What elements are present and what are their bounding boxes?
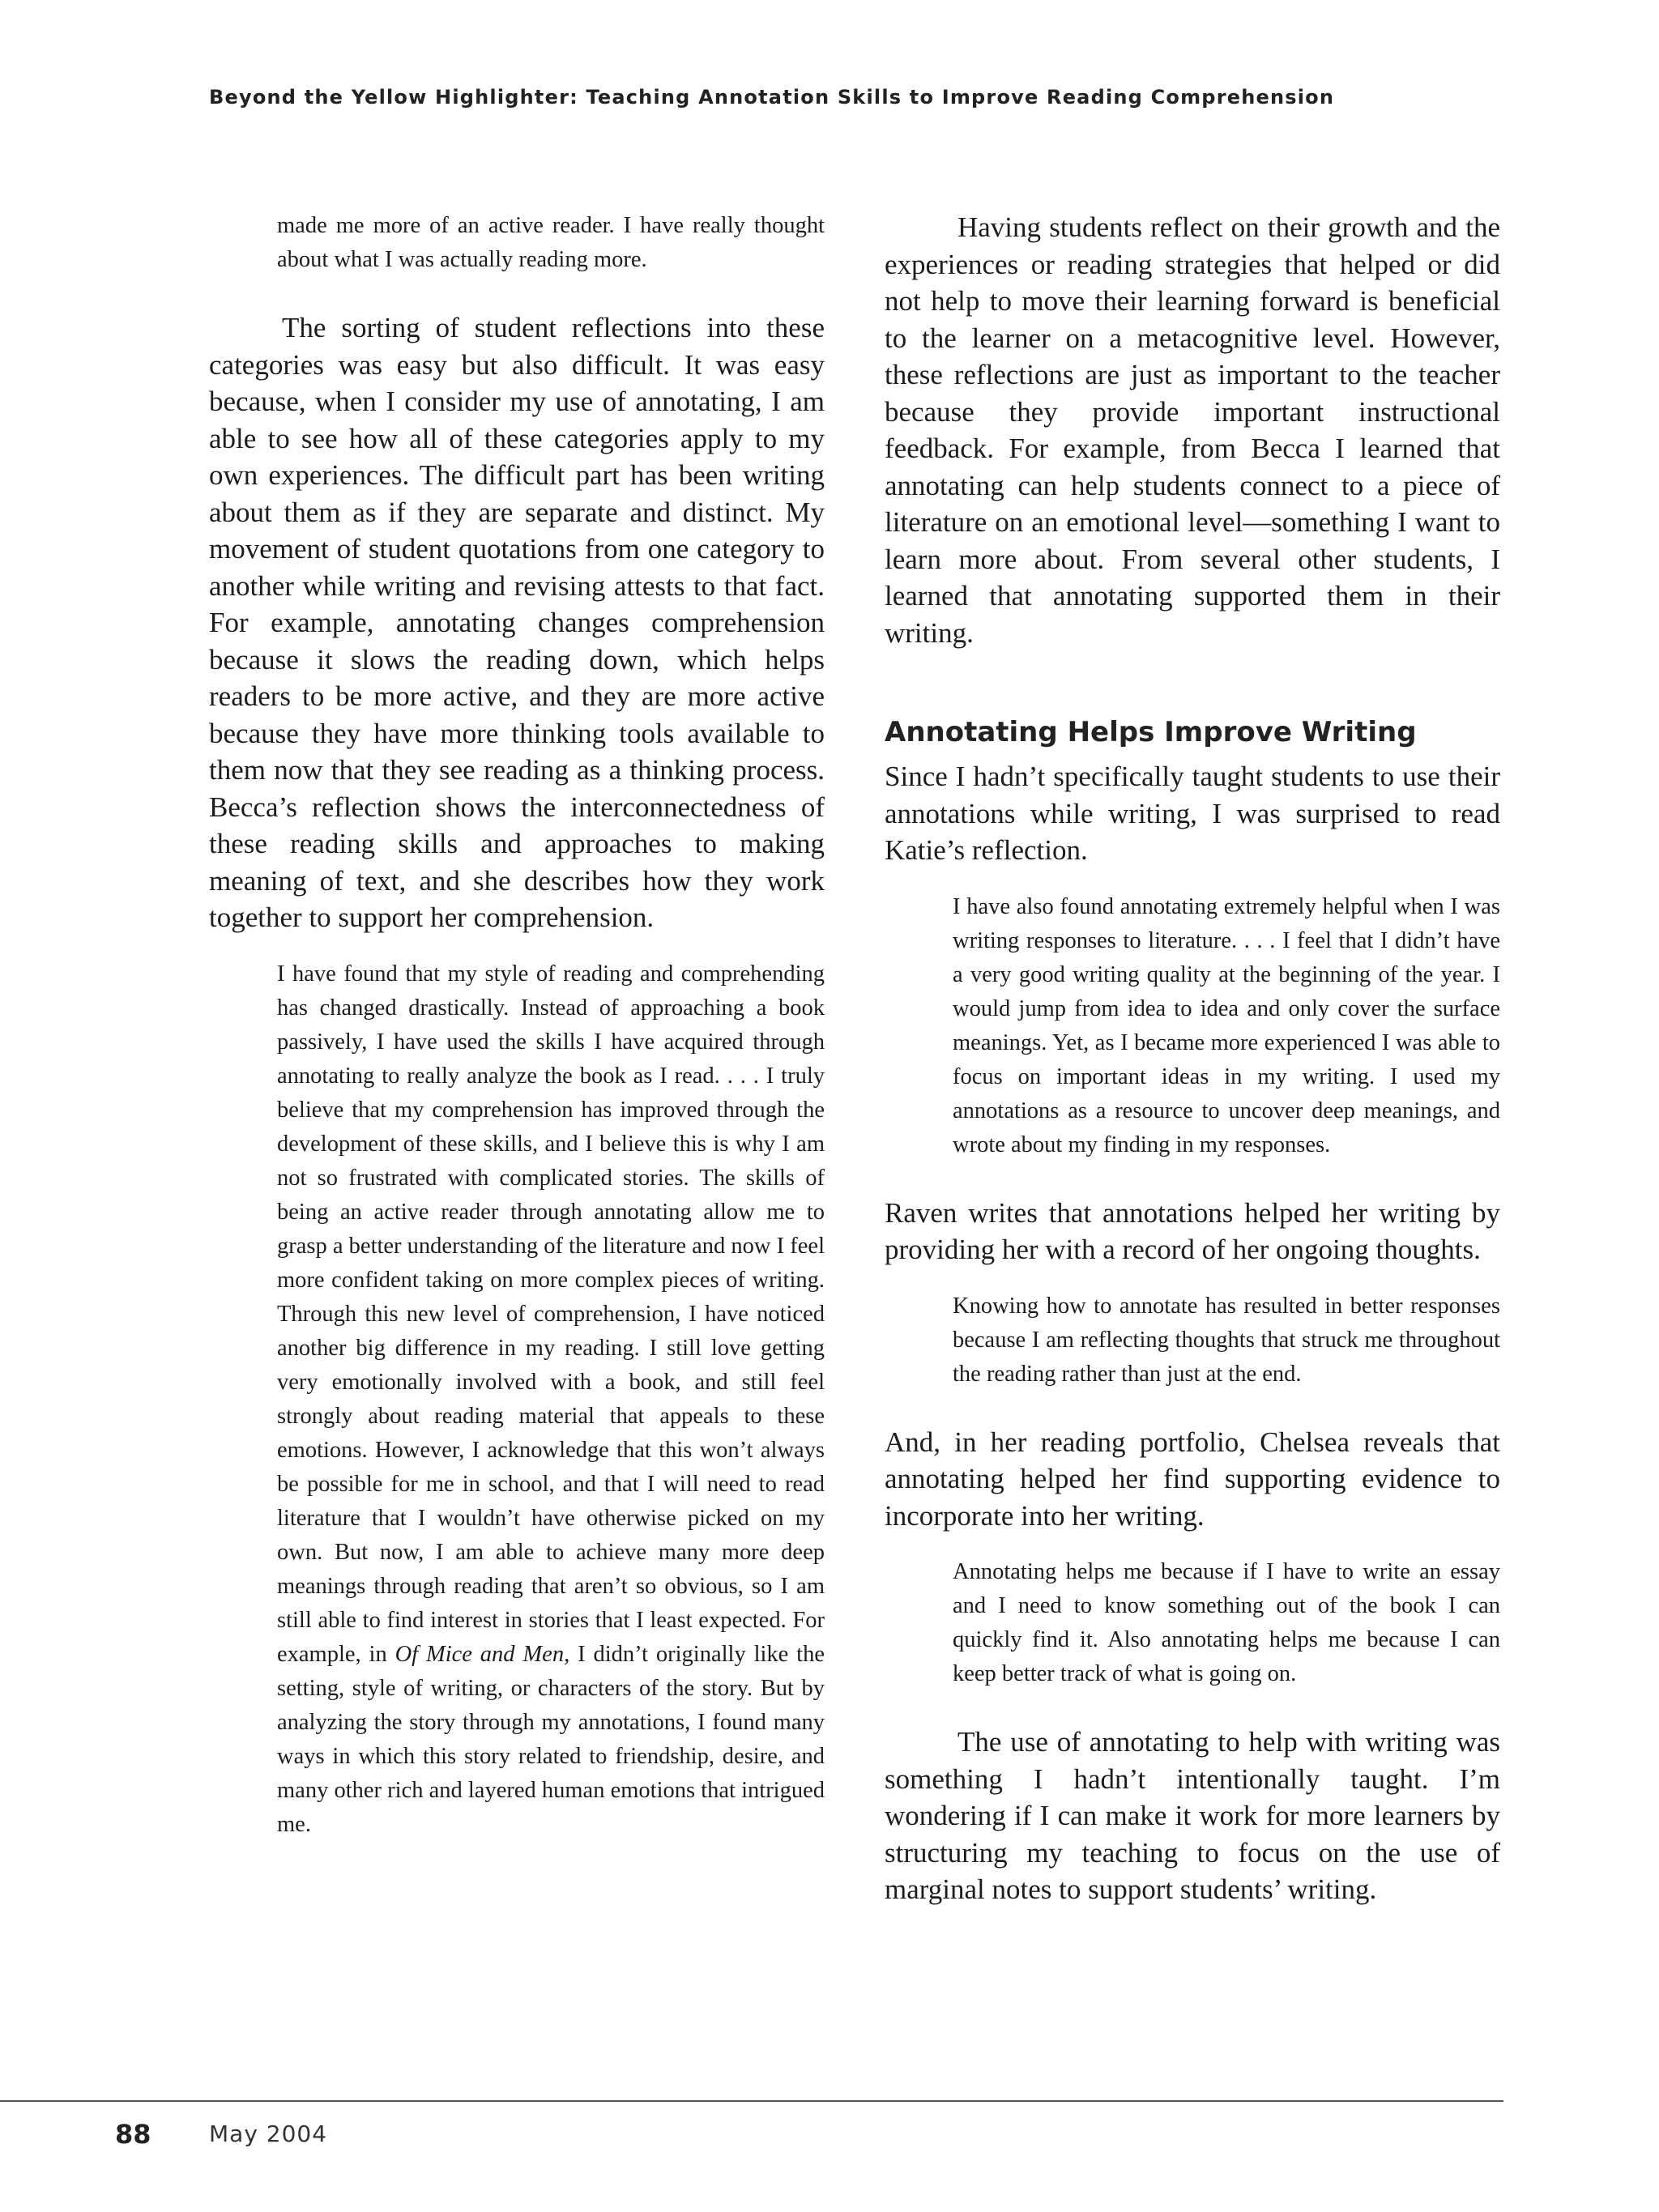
block-quote-chelsea: Annotating helps me because if I have to write an essay and I need to know something out of the book I can quickly find it. Also annotating helps me because I can keep better track of what is going on. — [953, 1559, 1500, 1686]
running-head: Beyond the Yellow Highlighter: Teaching Annotation Skills to Improve Reading Comprehension — [209, 86, 1335, 109]
block-quote-raven: Knowing how to annotate has resulted in better responses because I am reflecting thoughts that struck me throughout the reading rather than just at the end. — [953, 1293, 1500, 1387]
left-column — [209, 209, 825, 1842]
body-paragraph: The sorting of student reflections into these categories was easy but also difficult. It was easy because, when I consider my use of annotating, I am able to see how all of these categories apply to my own experiences. The difficult part has been writing about them as if they are separate and distinct. My movement of student quotations from one category to another while writing and revising attests to that fact. For example, annotating changes comprehension because it slows the reading down, which helps readers to be more active, and they are more active because they have more thinking tools available to them now that they see reading as a thinking process. Becca’s reflection shows the interconnectedness of these reading skills and approaches to making meaning of text, and she describes how they work together to support her comprehension. — [209, 312, 825, 933]
body-paragraph: Raven writes that annotations helped her writing by providing her with a record of her ongoing thoughts. — [885, 1196, 1500, 1265]
footer-rule — [0, 2100, 1503, 2102]
section-heading: Annotating Helps Improve Writing — [885, 716, 1417, 748]
right-column — [885, 209, 1500, 1908]
issue-date: May 2004 — [209, 2120, 328, 2147]
quote-text: I didn’t originally like the setting, style of writing, or characters of the story. But by analyzing the story through my annotations, I found many ways in which this story related to friendship, desire, and many other rich and layered human emotions that intrigued me. — [277, 1641, 825, 1837]
page-number: 88 — [115, 2119, 151, 2150]
body-paragraph: Having students reflect on their growth and the experiences or reading strategies that helped or did not help to move their learning forward is beneficial to the learner on a metacognitive level. However, these reflections are just as important to the teacher because they provide important instructional feedback. For example, from Becca I learned that annotating can help students connect to a piece of literature on an emotional level—something I want to learn more about. From several other students, I learned that annotating supported them in their writing. — [885, 211, 1500, 649]
book-title: Of Mice and Men, — [394, 1641, 570, 1667]
block-quote-continuation: made me more of an active reader. I have really thought about what I was actually reading more. — [277, 213, 825, 272]
body-paragraph: Since I hadn’t specifically taught students to use their annotations while writing, I was surprised to read Katie’s reflection. — [885, 761, 1500, 866]
block-quote-katie: I have also found annotating extremely helpful when I was writing responses to literature. . . . I feel that I didn’t have a very good writing quality at the beginning of the year. I would jump from idea to idea and only cover the surface meanings. Yet, as I became more experienced I was able to focus on important ideas in my writing. I used my annotations as a resource to uncover deep meanings, and wrote about my finding in my responses. — [953, 893, 1500, 1157]
body-paragraph: The use of annotating to help with writing was something I hadn’t intentionally taught. I’m wondering if I can make it work for more learners by structuring my teaching to focus on the use of marginal notes to support students’ writing. — [885, 1726, 1500, 1905]
block-quote-becca — [277, 957, 825, 1842]
quote-text: I have found that my style of reading and comprehending has changed drastically. Instead of approaching a book passively, I have used the skills I have acquired through annotating to really analyze the book as I read. . . . I truly believe that my comprehension has improved through the development of these skills, and I believe this is why I am not so frustrated with complicated stories. The skills of being an active reader through annotating allow me to grasp a better understanding of the literature and now I feel more confident taking on more complex pieces of writing. Through this new level of comprehension, I have noticed another big difference in my reading. I still love getting very emotionally involved with a book, and still feel strongly about reading material that appeals to these emotions. However, I acknowledge that this won’t always be possible for me in school, and that I will need to read literature that I wouldn’t have otherwise picked on my own. But now, I am able to achieve many more deep meanings through reading that aren’t so obvious, so I am still able to find interest in stories that I least expected. For example, in — [277, 961, 825, 1667]
body-paragraph: And, in her reading portfolio, Chelsea reveals that annotating helped her find supporting evidence to incorporate into her writing. — [885, 1426, 1500, 1532]
